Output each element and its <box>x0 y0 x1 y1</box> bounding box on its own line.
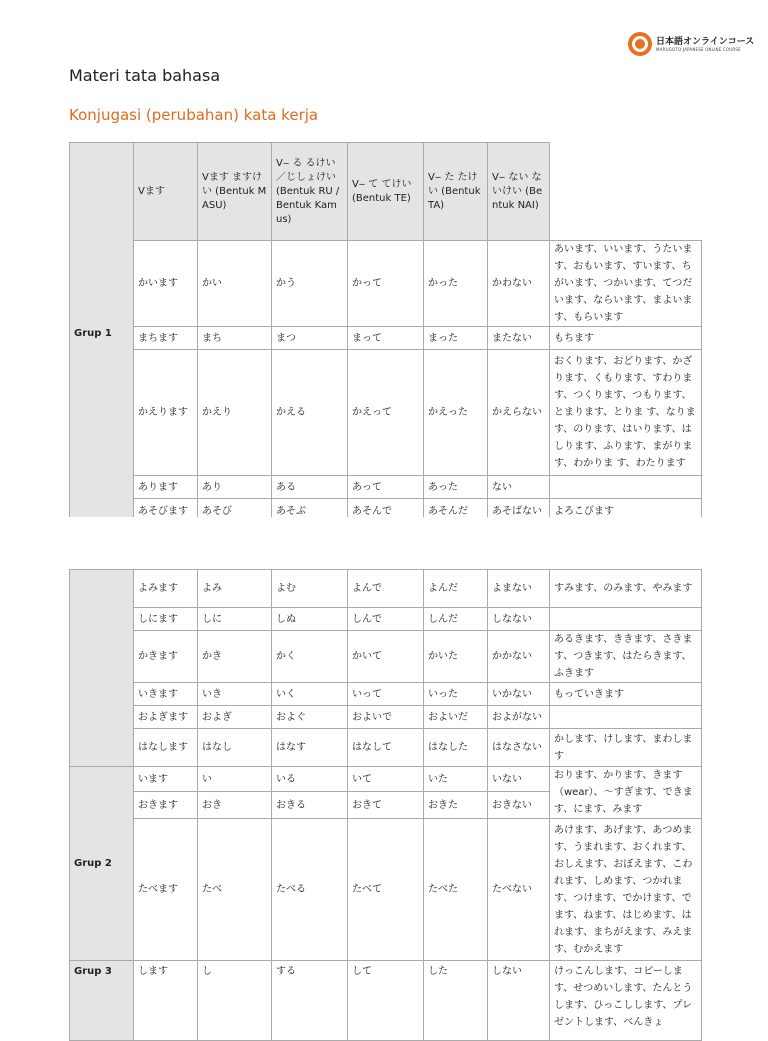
cell-stem: かい <box>198 241 272 327</box>
cell-stem: かき <box>198 631 272 683</box>
header-ru-form: V‒ る るけい／じしょけい (Bentuk RU / Bentuk Kamus) <box>272 143 348 241</box>
cell-examples: あけます、あげます、あつめます、うまれます、おくれます、おしえます、おぼえます、こわれます、しめます、つかれます、つけます、でかけます、でます、ねます、はじめます、はれます、まちがえます、みえます、むかえます <box>550 819 702 961</box>
group-2-label: Grup 2 <box>70 767 134 961</box>
cell-ta: まった <box>424 327 488 350</box>
cell-stem: あそび <box>198 499 272 525</box>
cell-te: およいで <box>348 706 424 729</box>
cell-ta: およいだ <box>424 706 488 729</box>
cell-masu: かきます <box>134 631 198 683</box>
cell-ru: はなす <box>272 729 348 767</box>
cell-examples <box>550 608 702 631</box>
cell-ru: まつ <box>272 327 348 350</box>
cell-ta: たべた <box>424 819 488 961</box>
cell-stem: あり <box>198 476 272 499</box>
cell-te: あって <box>348 476 424 499</box>
cell-examples: もっていきます <box>550 683 702 706</box>
cell-masu: します <box>134 961 198 1041</box>
cell-nai: ない <box>488 476 550 499</box>
header-nai-form: V‒ ない ないけい (Bentuk NAI) <box>488 143 550 241</box>
conjugation-table-continued <box>69 569 702 1041</box>
cell-stem: はなし <box>198 729 272 767</box>
table-row <box>70 961 702 1041</box>
cell-ta: かえった <box>424 350 488 476</box>
cell-nai: かわない <box>488 241 550 327</box>
cell-ta: かった <box>424 241 488 327</box>
cell-ru: かう <box>272 241 348 327</box>
cell-te: はなして <box>348 729 424 767</box>
cell-examples: あるきます、ききます、さきます、つきます、はたらきます、ふきます <box>550 631 702 683</box>
cell-te: おきて <box>348 792 424 819</box>
cell-masu: かえります <box>134 350 198 476</box>
cell-stem: いき <box>198 683 272 706</box>
group-1-label: Grup 1 <box>70 143 134 525</box>
table-row <box>70 476 702 499</box>
cell-examples <box>550 706 702 729</box>
cell-ru: たべる <box>272 819 348 961</box>
cell-nai: いかない <box>488 683 550 706</box>
cell-masu: います <box>134 767 198 792</box>
cell-stem: い <box>198 767 272 792</box>
cell-examples: かします、けします、まわします <box>550 729 702 767</box>
cell-nai: おきない <box>488 792 550 819</box>
conjugation-table-group1 <box>69 142 702 525</box>
cell-nai: たべない <box>488 819 550 961</box>
table-row <box>70 570 702 608</box>
cell-examples: よろこびます <box>550 499 702 525</box>
cell-ru: いる <box>272 767 348 792</box>
cell-ru: ある <box>272 476 348 499</box>
cell-ta: した <box>424 961 488 1041</box>
cell-te: いて <box>348 767 424 792</box>
cell-nai: しなない <box>488 608 550 631</box>
cell-te: かって <box>348 241 424 327</box>
cell-ru: する <box>272 961 348 1041</box>
cell-ta: いた <box>424 767 488 792</box>
cell-te: あそんで <box>348 499 424 525</box>
table-row <box>70 608 702 631</box>
cell-nai: あそばない <box>488 499 550 525</box>
cell-nai: よまない <box>488 570 550 608</box>
cell-masu: およぎます <box>134 706 198 729</box>
cell-stem: おき <box>198 792 272 819</box>
cell-te: しんで <box>348 608 424 631</box>
cell-te: よんで <box>348 570 424 608</box>
cell-ru: いく <box>272 683 348 706</box>
cell-stem: よみ <box>198 570 272 608</box>
cell-masu: おきます <box>134 792 198 819</box>
table-row <box>70 729 702 767</box>
cell-ru: よむ <box>272 570 348 608</box>
table-row <box>70 706 702 729</box>
cell-ru: かく <box>272 631 348 683</box>
cell-stem: かえり <box>198 350 272 476</box>
document-title: Materi tata bahasa <box>69 66 221 85</box>
cell-examples: けっこんします、コピーします、せつめいします、たんとうします、ひっこしします、プレゼントします、べんきょ <box>550 961 702 1041</box>
header-masu-stem: Vます ますけい (Bentuk MASU) <box>198 143 272 241</box>
cell-stem: まち <box>198 327 272 350</box>
cell-nai: はなさない <box>488 729 550 767</box>
cell-ta: あった <box>424 476 488 499</box>
table-row <box>70 683 702 706</box>
cell-masu: あそびます <box>134 499 198 525</box>
cell-ta: かいた <box>424 631 488 683</box>
section-title: Konjugasi (perubahan) kata kerja <box>69 106 319 124</box>
cell-nai: かえらない <box>488 350 550 476</box>
cell-ta: いった <box>424 683 488 706</box>
cell-nai: またない <box>488 327 550 350</box>
cell-ta: あそんだ <box>424 499 488 525</box>
cell-ta: おきた <box>424 792 488 819</box>
cell-te: たべて <box>348 819 424 961</box>
cell-examples: すみます、のみます、やみます <box>550 570 702 608</box>
cell-masu: しにます <box>134 608 198 631</box>
cell-masu: まちます <box>134 327 198 350</box>
group-1-continued-label <box>70 570 134 767</box>
cell-stem: およぎ <box>198 706 272 729</box>
cell-te: かいて <box>348 631 424 683</box>
cell-ru: おきる <box>272 792 348 819</box>
header-ta-form: V‒ た たけい (Bentuk TA) <box>424 143 488 241</box>
cell-nai: いない <box>488 767 550 792</box>
cell-te: かえって <box>348 350 424 476</box>
marugoto-logo-icon <box>626 30 654 58</box>
cell-te: して <box>348 961 424 1041</box>
cell-masu: あります <box>134 476 198 499</box>
cell-examples: おります、かります、きます（wear）、〜すぎます、できます、にます、みます <box>550 767 702 819</box>
table-row <box>70 767 702 792</box>
cell-ta: はなした <box>424 729 488 767</box>
table-row <box>70 631 702 683</box>
cell-masu: たべます <box>134 819 198 961</box>
header-te-form: V‒ て てけい (Bentuk TE) <box>348 143 424 241</box>
cell-nai: かかない <box>488 631 550 683</box>
cell-ta: しんだ <box>424 608 488 631</box>
cell-nai: しない <box>488 961 550 1041</box>
logo-subtitle: MARUGOTO JAPANESE ONLINE COURSE <box>656 47 741 52</box>
cell-te: いって <box>348 683 424 706</box>
cell-masu: かいます <box>134 241 198 327</box>
cell-nai: およがない <box>488 706 550 729</box>
cell-examples: あいます、いいます、うたいます、おもいます、すいます、ちがいます、つかいます、てつだいます、ならいます、まよいます、もらいます <box>550 241 702 327</box>
cell-stem: しに <box>198 608 272 631</box>
header-masu: Vます <box>134 143 198 241</box>
table-row <box>70 241 702 327</box>
cell-ru: およぐ <box>272 706 348 729</box>
cell-examples: おくります、おどります、かざります、くもります、すわります、つくります、つもります、とまります、とりま す、なります、のります、はいります、はしります、ふります、まがります、わかりま す、わたります <box>550 350 702 476</box>
logo-title: 日本語オンラインコース <box>656 37 755 47</box>
cell-ru: かえる <box>272 350 348 476</box>
course-logo <box>626 30 755 60</box>
cell-te: まって <box>348 327 424 350</box>
cell-ta: よんだ <box>424 570 488 608</box>
cell-stem: たべ <box>198 819 272 961</box>
table-row <box>70 350 702 476</box>
cell-ru: あそぶ <box>272 499 348 525</box>
cell-examples: もちます <box>550 327 702 350</box>
cell-stem: し <box>198 961 272 1041</box>
header-row <box>70 143 702 241</box>
table-row <box>70 327 702 350</box>
cell-masu: よみます <box>134 570 198 608</box>
cell-ru: しぬ <box>272 608 348 631</box>
cell-masu: いきます <box>134 683 198 706</box>
cell-examples <box>550 476 702 499</box>
cell-masu: はなします <box>134 729 198 767</box>
group-3-label: Grup 3 <box>70 961 134 1041</box>
table-row <box>70 819 702 961</box>
